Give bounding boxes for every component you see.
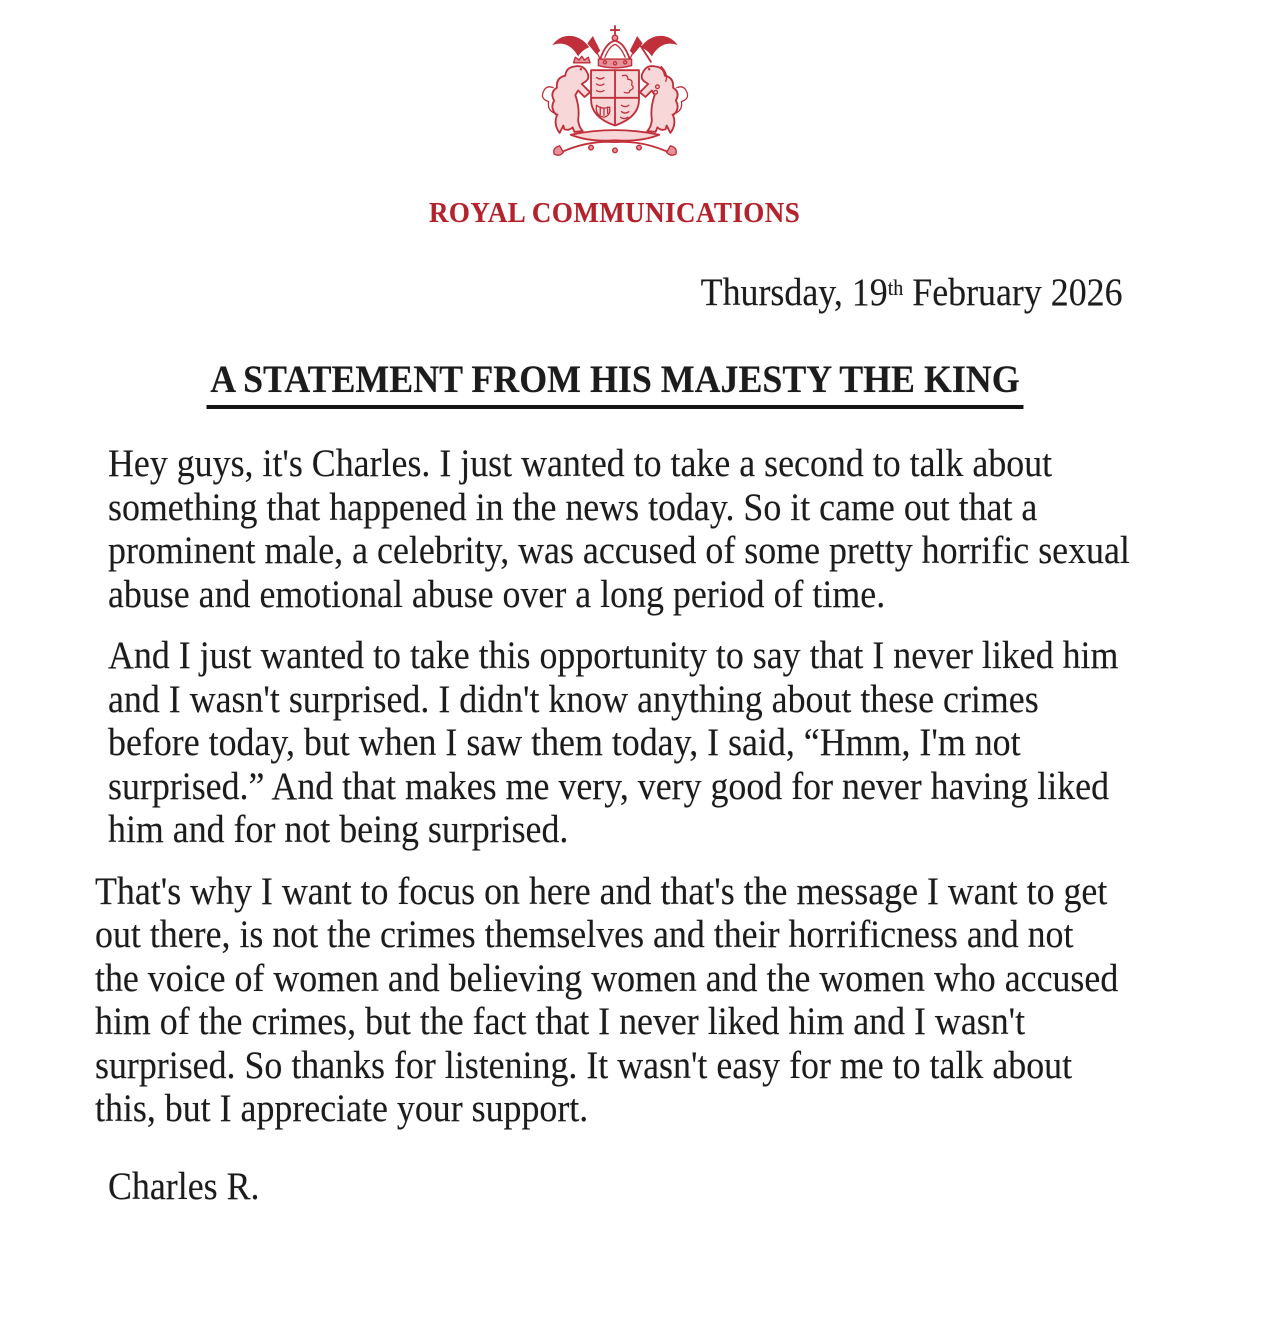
statement-line: prominent male, a celebrity, was accused of some pretty horrific sexual	[108, 529, 1130, 572]
statement-heading-row	[0, 357, 1230, 409]
statement-heading: A STATEMENT FROM HIS MAJESTY THE KING	[207, 357, 1024, 409]
date-line	[0, 270, 1230, 315]
statement-line: abuse and emotional abuse over a long period of time.	[108, 572, 886, 616]
signature-row	[0, 1164, 1230, 1209]
org-name	[0, 197, 1230, 230]
statement-line: That's why I want to focus on here and that's the message I want to get	[95, 869, 1108, 913]
statement-line: this, but I appreciate your support.	[95, 1087, 589, 1130]
statement-line: Hey guys, it's Charles. I just wanted to take a second to talk about	[108, 442, 1053, 485]
statement-line: out there, is not the crimes themselves and their horrificness and not	[95, 913, 1074, 956]
date-day-part: Thursday, 19	[701, 271, 889, 314]
statement-line: the voice of women and believing women and the women who accused	[95, 956, 1119, 1000]
statement-paragraph	[95, 442, 1230, 616]
statement-paragraph	[95, 870, 1230, 1131]
statement-line: him and for not being surprised.	[108, 808, 569, 851]
statement-line: surprised.” And that makes me very, very good for never having liked	[108, 764, 1110, 808]
date-text	[701, 270, 1123, 315]
statement-line: and I wasn't surprised. I didn't know anything about these crimes	[108, 677, 1039, 721]
statement-body	[0, 442, 1230, 1131]
statement-paragraph	[95, 634, 1230, 852]
statement-line: something that happened in the news today. So it came out that a	[108, 485, 1038, 529]
letterhead	[0, 0, 1230, 230]
statement-line: before today, but when I saw them today, I said, “Hmm, I'm not	[108, 721, 1021, 764]
statement-line: him of the crimes, but the fact that I never liked him and I wasn't	[95, 1000, 1026, 1043]
statement-line: surprised. So thanks for listening. It wasn't easy for me to talk about	[95, 1043, 1073, 1087]
date-ordinal-suffix: th	[888, 275, 904, 300]
signature: Charles R.	[108, 1164, 260, 1208]
org-name-text: ROYAL COMMUNICATIONS	[429, 197, 801, 229]
statement-line: And I just wanted to take this opportunity to say that I never liked him	[108, 634, 1119, 677]
date-rest: February 2026	[903, 271, 1123, 314]
royal-crest-icon	[532, 20, 698, 172]
